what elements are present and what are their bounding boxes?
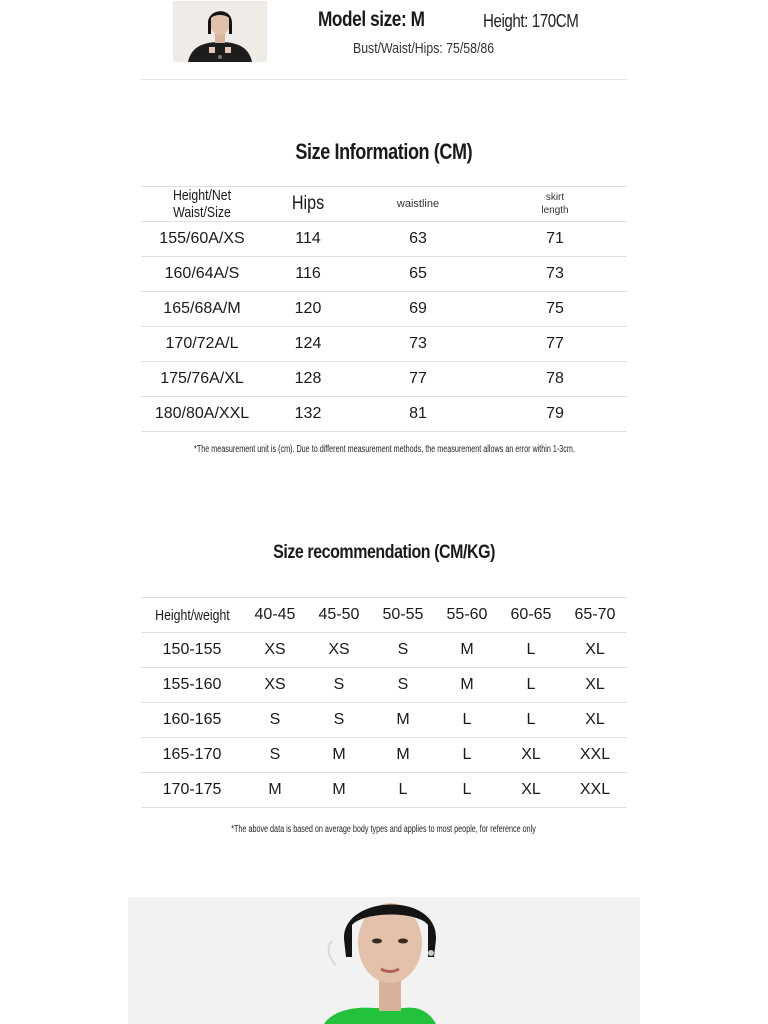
model-measurements: Bust/Waist/Hips: 75/58/86 <box>353 40 495 57</box>
cell: 81 <box>353 397 483 432</box>
header-weight-range: 55-60 <box>435 598 499 633</box>
cell: L <box>435 703 499 738</box>
table-row <box>141 292 627 327</box>
cell: 160/64A/S <box>141 257 263 292</box>
model-height: Height: 170CM <box>483 11 579 31</box>
header-weight-range: 50-55 <box>371 598 435 633</box>
header-weight-range: 60-65 <box>499 598 563 633</box>
cell: L <box>435 773 499 808</box>
cell: 73 <box>353 327 483 362</box>
cell: 165/68A/M <box>141 292 263 327</box>
header-skirt-length: skirt length <box>483 187 627 222</box>
cell: L <box>499 668 563 703</box>
model-portrait-icon <box>128 897 640 1024</box>
cell: 170/72A/L <box>141 327 263 362</box>
size-info-header-row <box>141 187 627 222</box>
cell: 128 <box>263 362 353 397</box>
cell: S <box>307 668 371 703</box>
size-rec-title: Size recommendation (CM/KG) <box>273 542 495 563</box>
cell: XL <box>499 738 563 773</box>
cell: 132 <box>263 397 353 432</box>
cell: 79 <box>483 397 627 432</box>
table-row <box>141 397 627 432</box>
cell: 180/80A/XXL <box>141 397 263 432</box>
cell: S <box>243 703 307 738</box>
cell: L <box>499 633 563 668</box>
cell: 65 <box>353 257 483 292</box>
header-waistline: waistline <box>353 187 483 222</box>
size-rec-header-row <box>141 598 627 633</box>
header-weight-range: 65-70 <box>563 598 627 633</box>
reference-note: *The above data is based on average body types and applies to most people, for reference only <box>231 824 537 835</box>
cell: 155-160 <box>141 668 243 703</box>
table-row <box>141 327 627 362</box>
cell: M <box>371 738 435 773</box>
cell: 114 <box>263 222 353 257</box>
model-size: Model size: M <box>318 8 425 31</box>
model-photo-icon <box>173 1 267 62</box>
cell: XS <box>307 633 371 668</box>
header-height-weight: Height/weight <box>141 598 243 633</box>
cell: XS <box>243 633 307 668</box>
cell: M <box>307 773 371 808</box>
cell: 150-155 <box>141 633 243 668</box>
size-info-table <box>141 186 627 432</box>
table-row <box>141 222 627 257</box>
cell: 77 <box>353 362 483 397</box>
header-height-waist-size: Height/Net Waist/Size <box>141 187 263 222</box>
cell: 116 <box>263 257 353 292</box>
table-row <box>141 738 627 773</box>
model-thumbnail <box>173 1 267 62</box>
cell: L <box>435 738 499 773</box>
table-row <box>141 703 627 738</box>
table-row <box>141 362 627 397</box>
size-info-title: Size Information (CM) <box>295 139 473 164</box>
cell: L <box>371 773 435 808</box>
cell: XXL <box>563 738 627 773</box>
cell: 160-165 <box>141 703 243 738</box>
cell: L <box>499 703 563 738</box>
cell: 175/76A/XL <box>141 362 263 397</box>
header-weight-range: 45-50 <box>307 598 371 633</box>
cell: 170-175 <box>141 773 243 808</box>
cell: XXL <box>563 773 627 808</box>
cell: XL <box>499 773 563 808</box>
cell: 69 <box>353 292 483 327</box>
cell: 75 <box>483 292 627 327</box>
header-weight-range: 40-45 <box>243 598 307 633</box>
cell: S <box>371 633 435 668</box>
table-row <box>141 773 627 808</box>
cell: XL <box>563 703 627 738</box>
model-photo <box>128 897 640 1024</box>
cell: M <box>307 738 371 773</box>
table-row <box>141 668 627 703</box>
cell: 73 <box>483 257 627 292</box>
cell: 77 <box>483 327 627 362</box>
cell: S <box>307 703 371 738</box>
cell: XL <box>563 633 627 668</box>
cell: XS <box>243 668 307 703</box>
cell: 124 <box>263 327 353 362</box>
measurement-note: *The measurement unit is (cm). Due to different measurement methods, the measurement allows an error within 1-3cm. <box>193 444 575 455</box>
cell: M <box>435 633 499 668</box>
cell: 155/60A/XS <box>141 222 263 257</box>
cell: 63 <box>353 222 483 257</box>
cell: M <box>435 668 499 703</box>
cell: M <box>243 773 307 808</box>
cell: S <box>371 668 435 703</box>
header-hips: Hips <box>263 187 353 222</box>
divider <box>141 79 627 80</box>
cell: 120 <box>263 292 353 327</box>
table-row <box>141 257 627 292</box>
cell: M <box>371 703 435 738</box>
cell: S <box>243 738 307 773</box>
size-rec-table <box>141 597 627 808</box>
cell: 71 <box>483 222 627 257</box>
cell: 78 <box>483 362 627 397</box>
table-row <box>141 633 627 668</box>
cell: XL <box>563 668 627 703</box>
cell: 165-170 <box>141 738 243 773</box>
